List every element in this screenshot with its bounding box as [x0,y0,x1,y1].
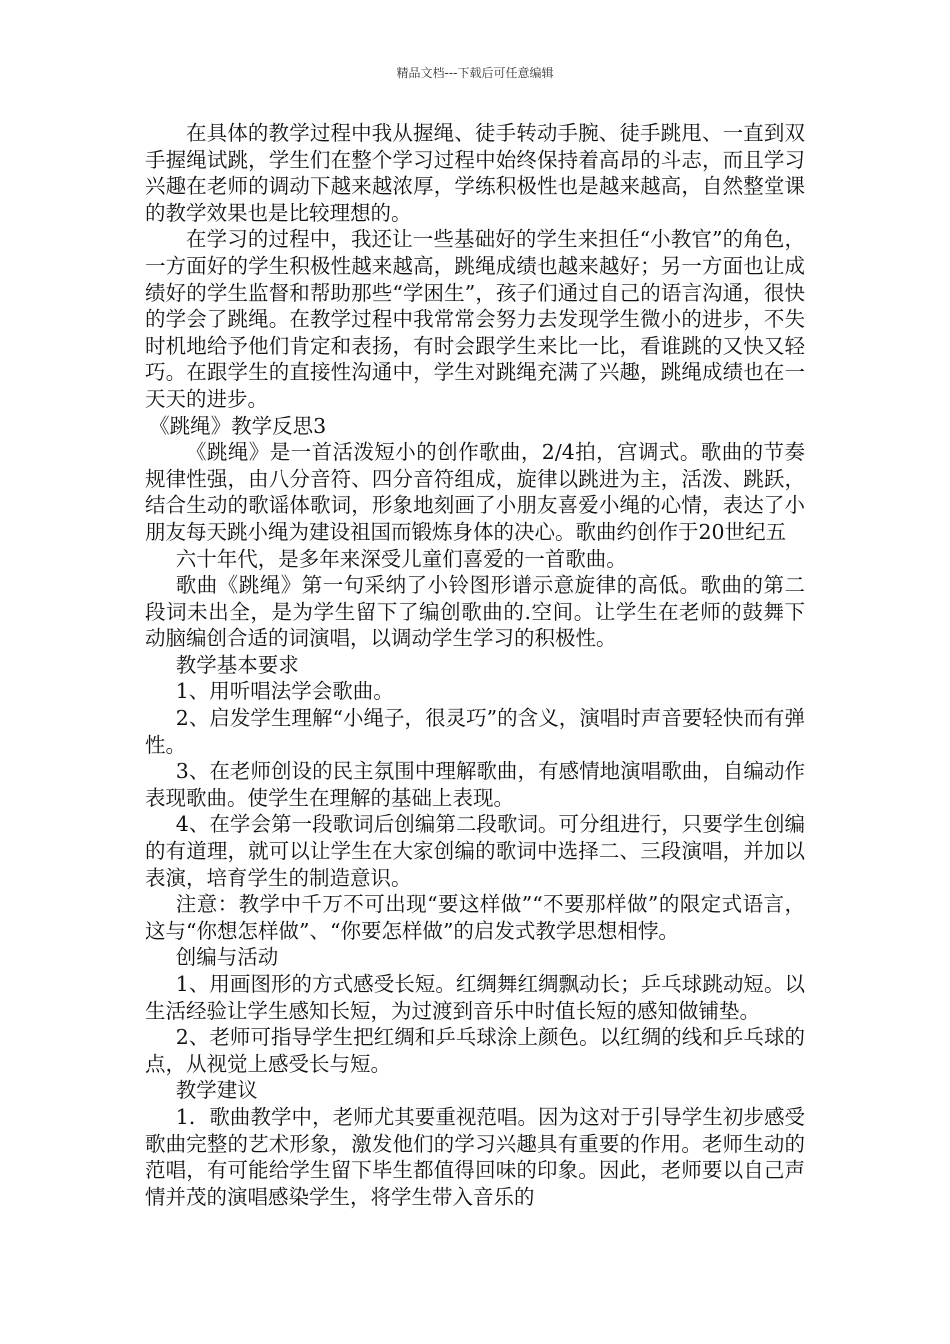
page-header: 精品文档---下载后可任意编辑 [396,66,554,80]
paragraph: 创编与活动 [175,945,279,970]
paragraph: 《跳绳》是一首活泼短小的创作歌曲，2/4拍，宫调式。歌曲的节奏规律性强，由八分音符、四分音符组成，旋律以跳进为主，活泼、跳跃，结合生动的歌谣体歌词，形象地刻画了小朋友喜爱小绳的心情，表达了小朋友每天跳小绳为建设祖国而锻炼身体的决心。歌曲约创作于20世纪五 [145,440,805,544]
paragraph: 2、老师可指导学生把红绸和乒乓球涂上颜色。以红绸的线和乒乓球的点，从视觉上感受长与短。 [145,1025,805,1076]
paragraph: 2、启发学生理解“小绳子，很灵巧”的含义，演唱时声音要轻快而有弹性。 [145,706,805,757]
paragraph: 歌曲《跳绳》第一句采纳了小铃图形谱示意旋律的高低。歌曲的第二段词未出全，是为学生留下了编创歌曲的.空间。让学生在老师的鼓舞下动脑编创合适的词演唱，以调动学生学习的积极性。 [145,573,805,651]
document-body [145,120,805,1210]
paragraph: 六十年代，是多年来深受儿童们喜爱的一首歌曲。 [175,546,627,571]
paragraph: 1．歌曲教学中，老师尤其要重视范唱。因为这对于引导学生初步感受歌曲完整的艺术形象，激发他们的学习兴趣具有重要的作用。老师生动的范唱，有可能给学生留下毕生都值得回味的印象。因此，老师要以自己声情并茂的演唱感染学生，将学生带入音乐的 [145,1104,805,1209]
paragraph: 教学建议 [175,1078,258,1103]
section-heading: 《跳绳》教学反思3 [149,413,327,438]
paragraph: 3、在老师创设的民主氛围中理解歌曲，有感情地演唱歌曲，自编动作表现歌曲。使学生在理解的基础上表现。 [145,759,805,810]
paragraph: 教学基本要求 [175,652,299,677]
paragraph: 1、用画图形的方式感受长短。红绸舞红绸飘动长；乒乓球跳动短。以生活经验让学生感知长短，为过渡到音乐中时值长短的感知做铺垫。 [145,972,805,1023]
paragraph: 在具体的教学过程中我从握绳、徒手转动手腕、徒手跳甩、一直到双手握绳试跳，学生们在整个学习过程中始终保持着高昂的斗志，而且学习兴趣在老师的调动下越来越浓厚，学练积极性也是越来越高，自然整堂课的教学效果也是比较理想的。 [145,121,805,225]
paragraph: 在学习的过程中，我还让一些基础好的学生来担任“小教官”的角色，一方面好的学生积极性越来越高，跳绳成绩也越来越好；另一方面也让成绩好的学生监督和帮助那些“学困生”，孩子们通过自己的语言沟通，很快的学会了跳绳。在教学过程中我常常会努力去发现学生微小的进步，不失时机地给予他们肯定和表扬，有时会跟学生来比一比，看谁跳的又快又轻巧。在跟学生的直接性沟通中，学生对跳绳充满了兴趣，跳绳成绩也在一天天的进步。 [145,227,805,411]
paragraph: 4、在学会第一段歌词后创编第二段歌词。可分组进行，只要学生创编的有道理，就可以让学生在大家创编的歌词中选择二、三段演唱，并加以表演，培育学生的制造意识。 [145,812,805,890]
paragraph: 注意：教学中千万不可出现“要这样做”“不要那样做”的限定式语言，这与“你想怎样做”、“你要怎样做”的启发式教学思想相悖。 [145,892,805,943]
paragraph: 1、用听唱法学会歌曲。 [175,679,394,704]
